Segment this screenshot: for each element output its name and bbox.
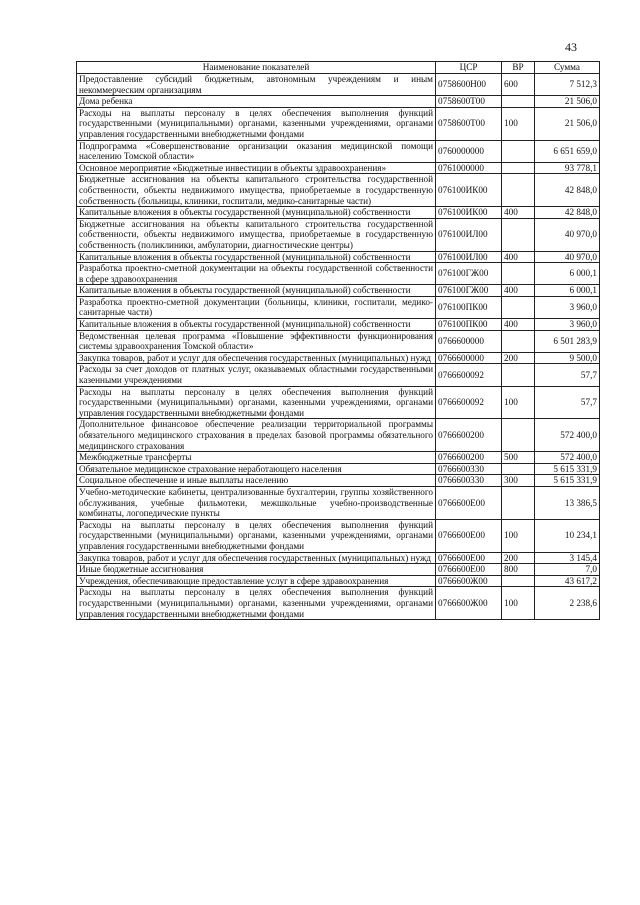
cell-name: Разработка проектно-сметной документации (больницы, клиники, госпитали, медико-санитарные части) (77, 296, 436, 318)
cell-csr: 0766600000 (436, 330, 502, 352)
cell-name: Дома ребенка (77, 96, 436, 108)
cell-sum: 6 000,1 (535, 263, 600, 285)
cell-vr: 200 (502, 352, 535, 364)
cell-csr: 076100ИК00 (436, 207, 502, 219)
cell-sum: 21 506,0 (535, 96, 600, 108)
table-row (77, 419, 600, 452)
cell-sum: 6 000,1 (535, 285, 600, 297)
table-row (77, 486, 600, 519)
cell-csr: 0758600Н00 (436, 74, 502, 96)
cell-sum: 5 615 331,9 (535, 475, 600, 487)
cell-name: Расходы на выплаты персоналу в целях обеспечения выполнения функций государственными (муниципальными) органами, казенными учреждениями, органами управления государственными внебюджетными фондами (77, 587, 436, 620)
cell-sum: 10 234,1 (535, 519, 600, 552)
cell-name: Межбюджетные трансферты (77, 452, 436, 464)
table-row (77, 218, 600, 251)
cell-vr (502, 140, 535, 162)
cell-vr (502, 419, 535, 452)
cell-csr: 0766600Е00 (436, 486, 502, 519)
cell-vr (502, 330, 535, 352)
table-row (77, 96, 600, 108)
cell-name: Капитальные вложения в объекты государственной (муниципальной) собственности (77, 319, 436, 331)
cell-sum: 21 506,0 (535, 107, 600, 140)
cell-name: Обязательное медицинское страхование неработающего населения (77, 463, 436, 475)
cell-sum: 7,0 (535, 564, 600, 576)
cell-vr (502, 174, 535, 207)
cell-sum: 42 848,0 (535, 207, 600, 219)
cell-name: Подпрограмма «Совершенствование организации оказания медицинской помощи населению Томской области» (77, 140, 436, 162)
cell-csr: 0766600000 (436, 352, 502, 364)
cell-name: Дополнительное финансовое обеспечение реализации территориальной программы обязательного медицинского страхования в пределах базовой программы обязательного медицинского страхования (77, 419, 436, 452)
table-row (77, 251, 600, 263)
cell-vr: 100 (502, 107, 535, 140)
cell-vr: 100 (502, 519, 535, 552)
cell-csr: 0766600092 (436, 386, 502, 419)
cell-sum: 93 778,1 (535, 162, 600, 174)
cell-sum: 572 400,0 (535, 452, 600, 464)
cell-sum: 42 848,0 (535, 174, 600, 207)
cell-csr: 0766600Е00 (436, 552, 502, 564)
cell-csr: 0766600330 (436, 475, 502, 487)
cell-name: Бюджетные ассигнования на объекты капитального строительства государственной собственности, объекты недвижимого имущества, приобретаемые в государственную собственность (больницы, клиники, госпитали, медико-санитарные части) (77, 174, 436, 207)
table-row (77, 552, 600, 564)
table-row (77, 162, 600, 174)
table-row (77, 452, 600, 464)
cell-csr: 076100ИЛ00 (436, 251, 502, 263)
table-row (77, 364, 600, 386)
cell-sum: 57,7 (535, 364, 600, 386)
cell-csr: 0766600200 (436, 419, 502, 452)
cell-vr (502, 463, 535, 475)
cell-name: Расходы за счет доходов от платных услуг, оказываемых областными государственными казенными учреждениями (77, 364, 436, 386)
cell-vr: 400 (502, 285, 535, 297)
header-vr: ВР (502, 62, 535, 74)
cell-csr: 076100ИЛ00 (436, 218, 502, 251)
table-header-row (77, 62, 600, 74)
cell-sum: 572 400,0 (535, 419, 600, 452)
cell-csr: 0766600200 (436, 452, 502, 464)
cell-name: Основное мероприятие «Бюджетные инвестиции в объекты здравоохранения» (77, 162, 436, 174)
cell-csr: 0758600Т00 (436, 96, 502, 108)
table-row (77, 519, 600, 552)
cell-name: Разработка проектно-сметной документации на объекты государственной собственности в сфере здравоохранения (77, 263, 436, 285)
cell-csr: 0760000000 (436, 140, 502, 162)
cell-sum: 3 960,0 (535, 296, 600, 318)
cell-csr: 076100ГЖ00 (436, 285, 502, 297)
cell-vr: 100 (502, 386, 535, 419)
table-row (77, 463, 600, 475)
table-row (77, 564, 600, 576)
table-row (77, 386, 600, 419)
table-row (77, 475, 600, 487)
cell-sum: 40 970,0 (535, 251, 600, 263)
cell-csr: 076100ПК00 (436, 296, 502, 318)
cell-name: Социальное обеспечение и иные выплаты населению (77, 475, 436, 487)
cell-csr: 0758600Т00 (436, 107, 502, 140)
cell-sum: 9 500,0 (535, 352, 600, 364)
cell-vr: 100 (502, 587, 535, 620)
cell-sum: 2 238,6 (535, 587, 600, 620)
cell-csr: 0766600Ж00 (436, 587, 502, 620)
table-row (77, 352, 600, 364)
table-row (77, 74, 600, 96)
cell-vr (502, 486, 535, 519)
cell-vr (502, 218, 535, 251)
cell-sum: 5 615 331,9 (535, 463, 600, 475)
cell-name: Капитальные вложения в объекты государственной (муниципальной) собственности (77, 251, 436, 263)
cell-vr (502, 364, 535, 386)
cell-csr: 076100ИК00 (436, 174, 502, 207)
cell-sum: 3 960,0 (535, 319, 600, 331)
cell-name: Капитальные вложения в объекты государственной (муниципальной) собственности (77, 207, 436, 219)
cell-name: Расходы на выплаты персоналу в целях обеспечения выполнения функций государственными (муниципальными) органами, казенными учреждениями, органами управления государственными внебюджетными фондами (77, 519, 436, 552)
cell-vr: 400 (502, 207, 535, 219)
cell-sum: 43 617,2 (535, 575, 600, 587)
header-name: Наименование показателей (77, 62, 436, 74)
cell-name: Бюджетные ассигнования на объекты капитального строительства государственной собственности, объекты недвижимого имущества, приобретаемые в государственную собственность (поликлиники, амбулатории, диагностические центры) (77, 218, 436, 251)
cell-sum: 6 501 283,9 (535, 330, 600, 352)
table-row (77, 107, 600, 140)
table-row (77, 330, 600, 352)
cell-csr: 0766600Е00 (436, 519, 502, 552)
cell-vr (502, 263, 535, 285)
cell-vr: 400 (502, 319, 535, 331)
cell-vr: 600 (502, 74, 535, 96)
cell-sum: 7 512,3 (535, 74, 600, 96)
header-csr: ЦСР (436, 62, 502, 74)
cell-vr (502, 96, 535, 108)
page-number: 43 (565, 40, 577, 54)
cell-name: Расходы на выплаты персоналу в целях обеспечения выполнения функций государственными (муниципальными) органами, казенными учреждениями, органами управления государственными внебюджетными фондами (77, 107, 436, 140)
cell-vr (502, 575, 535, 587)
cell-csr: 0766600092 (436, 364, 502, 386)
cell-sum: 3 145,4 (535, 552, 600, 564)
cell-name: Капитальные вложения в объекты государственной (муниципальной) собственности (77, 285, 436, 297)
cell-name: Расходы на выплаты персоналу в целях обеспечения выполнения функций государственными (муниципальными) органами, казенными учреждениями, органами управления государственными внебюджетными фондами (77, 386, 436, 419)
cell-name: Учреждения, обеспечивающие предоставление услуг в сфере здравоохранения (77, 575, 436, 587)
cell-csr: 076100ПК00 (436, 319, 502, 331)
table-row (77, 207, 600, 219)
table-row (77, 575, 600, 587)
cell-sum: 57,7 (535, 386, 600, 419)
table-row (77, 140, 600, 162)
cell-vr (502, 296, 535, 318)
table-row (77, 319, 600, 331)
cell-name: Учебно-методические кабинеты, централизованные бухгалтерии, группы хозяйственного обслуживания, учебные фильмотеки, межшкольные учебно-производственные комбинаты, логопедические пункты (77, 486, 436, 519)
cell-sum: 6 651 659,0 (535, 140, 600, 162)
cell-vr (502, 162, 535, 174)
budget-table (76, 61, 600, 620)
cell-vr: 500 (502, 452, 535, 464)
cell-vr: 800 (502, 564, 535, 576)
cell-sum: 13 386,5 (535, 486, 600, 519)
cell-vr: 200 (502, 552, 535, 564)
table-row (77, 285, 600, 297)
cell-name: Ведомственная целевая программа «Повышение эффективности функционирования системы здравоохранения Томской области» (77, 330, 436, 352)
cell-name: Предоставление субсидий бюджетным, автономным учреждениям и иным некоммерческим организациям (77, 74, 436, 96)
table-row (77, 263, 600, 285)
table-row (77, 587, 600, 620)
cell-name: Закупка товаров, работ и услуг для обеспечения государственных (муниципальных) нужд (77, 552, 436, 564)
table-row (77, 174, 600, 207)
table-row (77, 296, 600, 318)
cell-vr: 400 (502, 251, 535, 263)
cell-name: Иные бюджетные ассигнования (77, 564, 436, 576)
cell-sum: 40 970,0 (535, 218, 600, 251)
cell-csr: 0766600Ж00 (436, 575, 502, 587)
cell-vr: 300 (502, 475, 535, 487)
cell-csr: 0766600Е00 (436, 564, 502, 576)
cell-csr: 0761000000 (436, 162, 502, 174)
header-sum: Сумма (535, 62, 600, 74)
cell-csr: 0766600330 (436, 463, 502, 475)
cell-name: Закупка товаров, работ и услуг для обеспечения государственных (муниципальных) нужд (77, 352, 436, 364)
cell-csr: 076100ГЖ00 (436, 263, 502, 285)
